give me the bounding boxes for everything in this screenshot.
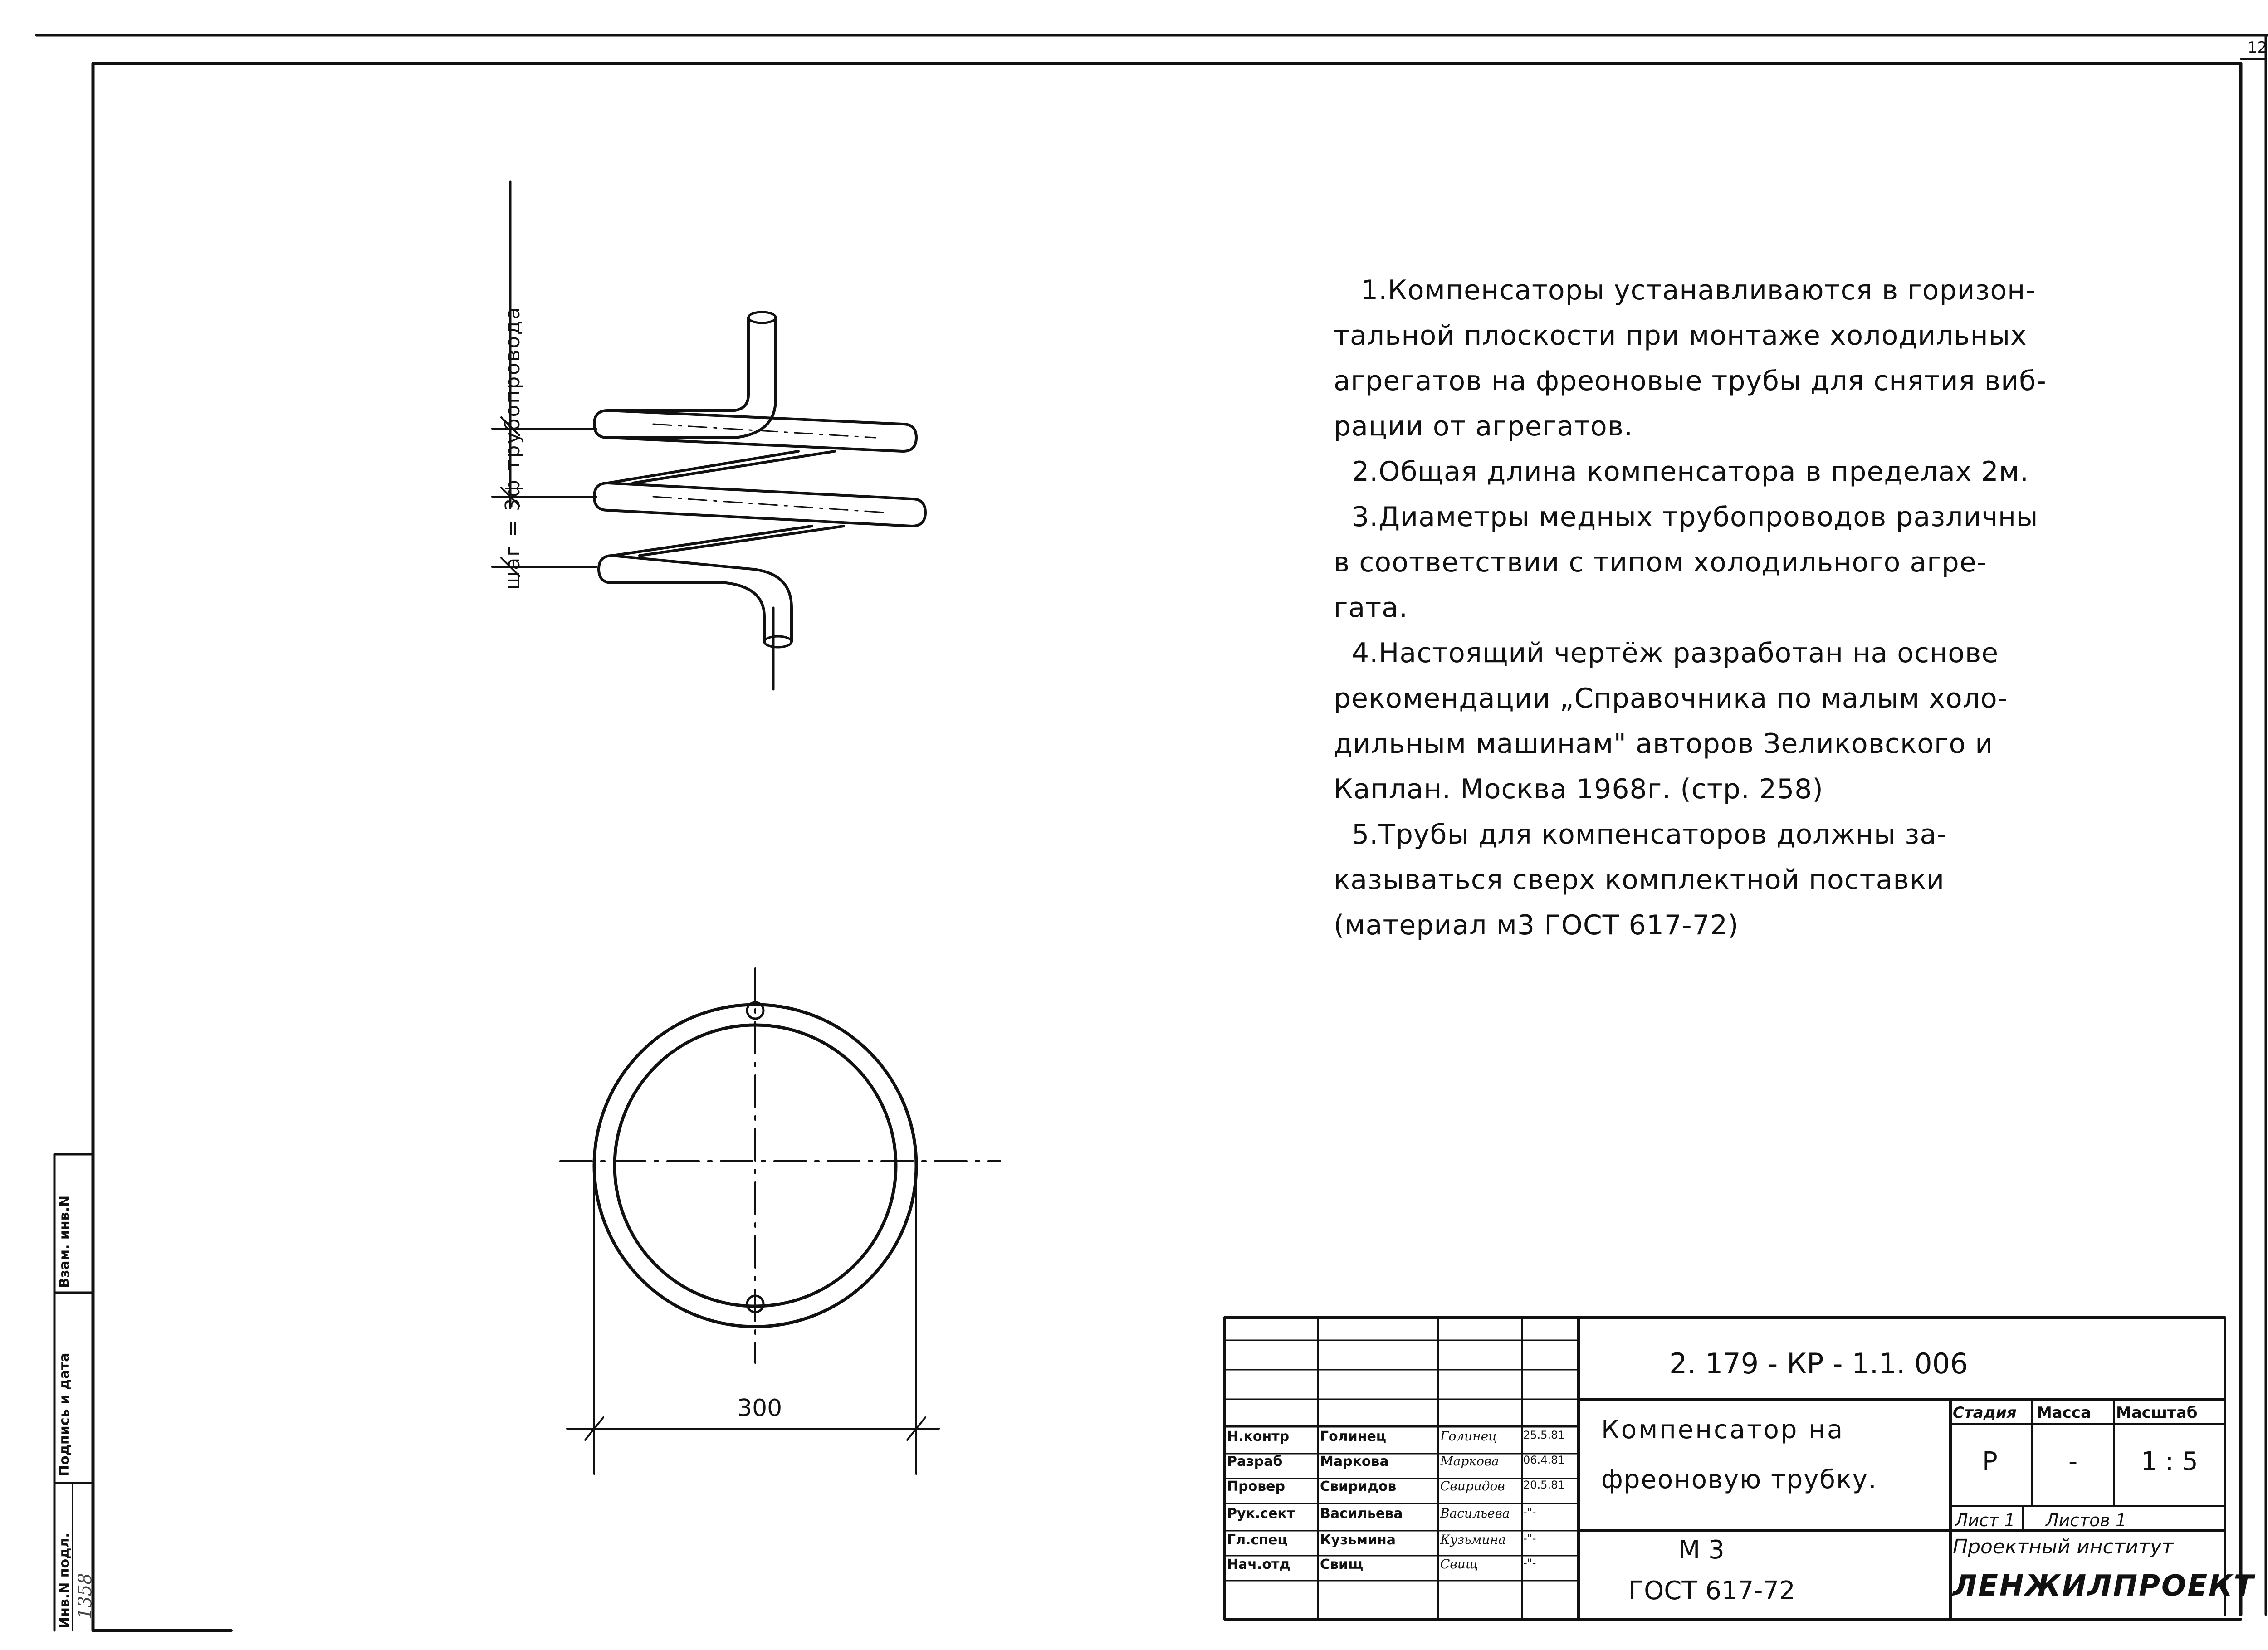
- signature-name: Свищ: [1320, 1557, 1364, 1572]
- side-stamp-sign-date: Подпись и дата: [57, 1352, 73, 1476]
- org-line1: Проектный институт: [1953, 1535, 2174, 1558]
- doc-code: 2. 179 - КР - 1.1. 006: [1669, 1347, 1968, 1380]
- stage-value: Р: [1982, 1447, 1998, 1476]
- pitch-label: шаг = 3ф трубопровода: [501, 306, 524, 590]
- mass-header: Масса: [2037, 1404, 2092, 1422]
- note-line: тальной плоскости при монтаже холодильных: [1334, 320, 2027, 351]
- signature-date: -"-: [1523, 1532, 1536, 1545]
- signature-date: 06.4.81: [1523, 1454, 1565, 1466]
- signature-name: Голинец: [1320, 1429, 1387, 1445]
- notes-block: [1334, 268, 2105, 948]
- note-line: гата.: [1334, 592, 1408, 624]
- side-stamp-inv-value: 1358: [75, 1573, 96, 1619]
- note-line: рации от агрегатов.: [1334, 410, 1633, 442]
- coil-side-view: [492, 181, 925, 689]
- note-line: дильным машинам" авторов Зеликовского и: [1334, 728, 1994, 760]
- signature-role: Рук.сект: [1227, 1506, 1295, 1522]
- note-line: казываться сверх комплектной поставки: [1334, 864, 1945, 896]
- signature-date: -"-: [1523, 1557, 1536, 1569]
- note-line: (материал м3 ГОСТ 617-72): [1334, 909, 1739, 941]
- material-line2: ГОСТ 617-72: [1628, 1576, 1795, 1606]
- signature-role: Н.контр: [1227, 1429, 1290, 1445]
- side-stamp-inv: Инв.N подл.: [57, 1533, 73, 1628]
- drawing-title-line1: Компенсатор на: [1601, 1415, 1845, 1445]
- signature-date: -"-: [1523, 1506, 1536, 1518]
- sheets-label: Листов 1: [2046, 1510, 2127, 1530]
- note-line: 4.Настоящий чертёж разработан на основе: [1352, 637, 1999, 669]
- top-riser-pipe: [608, 317, 748, 410]
- note-line: 5.Трубы для компенсаторов должны за-: [1352, 819, 1947, 850]
- coil-rung-1: [594, 410, 608, 438]
- signature-sign: Кузьмина: [1440, 1532, 1506, 1547]
- signature-sign: Голинец: [1440, 1429, 1497, 1444]
- signature-name: Свиридов: [1320, 1479, 1397, 1494]
- signature-role: Нач.отд: [1227, 1557, 1290, 1572]
- note-line: агрегатов на фреоновые трубы для снятия виб-: [1334, 365, 2047, 397]
- signature-role: Разраб: [1227, 1454, 1283, 1469]
- stage-header: Стадия: [1953, 1404, 2017, 1422]
- signature-name: Васильева: [1320, 1506, 1403, 1522]
- signature-name: Кузьмина: [1320, 1532, 1396, 1548]
- drawing-title-line2: фреоновую трубку.: [1601, 1465, 1877, 1494]
- side-stamp-replace-inv: Взам. инв.N: [57, 1195, 73, 1288]
- signature-sign: Свиридов: [1440, 1479, 1505, 1494]
- scale-header: Масштаб: [2116, 1404, 2198, 1422]
- org-line2: ЛЕНЖИЛПРОЕКТ: [1953, 1569, 2255, 1603]
- signature-date: 20.5.81: [1523, 1479, 1565, 1491]
- signature-sign: Маркова: [1440, 1454, 1499, 1469]
- note-line: рекомендации „Справочника по малым холо-: [1334, 683, 2008, 714]
- signature-role: Гл.спец: [1227, 1532, 1288, 1548]
- note-line: в соответствии с типом холодильного агре-: [1334, 547, 1987, 578]
- note-line: 3.Диаметры медных трубопроводов различны: [1352, 501, 2038, 533]
- note-line: Каплан. Москва 1968г. (стр. 258): [1334, 773, 1823, 805]
- material-line1: М 3: [1678, 1535, 1725, 1565]
- signature-name: Маркова: [1320, 1454, 1389, 1469]
- coil-rung-3: [599, 556, 612, 583]
- page-number: 12: [2248, 39, 2268, 57]
- signature-sign: Свищ: [1440, 1557, 1478, 1572]
- signature-role: Провер: [1227, 1479, 1285, 1494]
- coil-diagonal-1: [608, 451, 798, 483]
- note-line: 1.Компенсаторы устанавливаются в горизон-: [1361, 274, 2036, 306]
- note-line: 2.Общая длина компенсатора в пределах 2м.: [1352, 456, 2029, 488]
- sheet-label: Лист 1: [1955, 1510, 2015, 1530]
- scale-value: 1 : 5: [2141, 1447, 2198, 1476]
- signature-date: 25.5.81: [1523, 1429, 1565, 1441]
- diameter-label: 300: [737, 1395, 782, 1422]
- mass-value: -: [2068, 1447, 2078, 1476]
- coil-diagonal-2: [612, 526, 812, 556]
- signature-sign: Васильева: [1440, 1506, 1510, 1521]
